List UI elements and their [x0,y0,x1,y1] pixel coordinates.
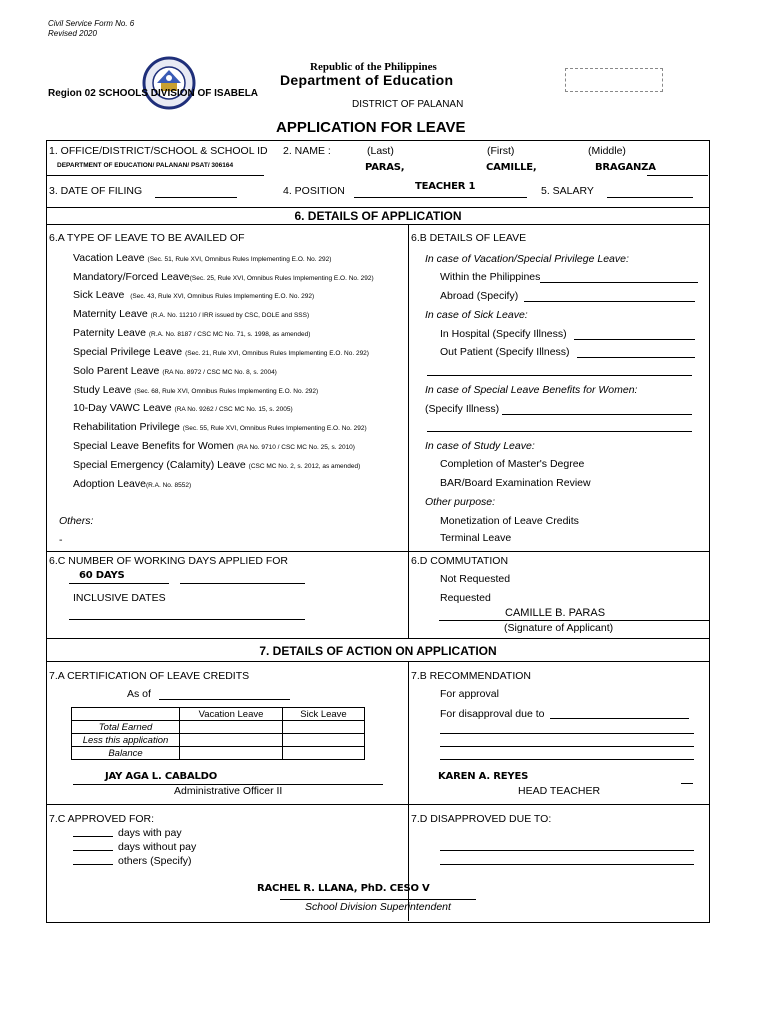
section7b-label: 7.B RECOMMENDATION [411,670,531,682]
date-of-filing-label: 3. DATE OF FILING [49,185,143,197]
office-label: 1. OFFICE/DISTRICT/SCHOOL & SCHOOL ID [49,145,268,157]
terminal-leave-option[interactable]: Terminal Leave [440,532,512,544]
section6a-label: 6.A TYPE OF LEAVE TO BE AVAILED OF [49,232,245,244]
for-approval-option[interactable]: For approval [440,688,499,700]
leave-type-maternity[interactable]: Maternity Leave (R.A. No. 11210 / IRR issued by CSC, DOLE and SSS) [73,308,310,320]
region-line: Region 02 SCHOOLS DIVISION OF ISABELA [48,88,259,99]
for-disapproval-option[interactable]: For disapproval due to [440,708,545,720]
officer-name: JAY AGA L. CABALDO [105,771,218,782]
within-philippines-option[interactable]: Within the Philippines [440,271,541,283]
section7-title: 7. DETAILS OF ACTION ON APPLICATION [259,644,497,658]
abroad-option[interactable]: Abroad (Specify) [440,290,519,302]
out-patient-option[interactable]: Out Patient (Specify Illness) [440,346,570,358]
form-title: APPLICATION FOR LEAVE [276,119,466,136]
form-number: Civil Service Form No. 6 Revised 2020 [48,19,135,38]
leave-type-vacation[interactable]: Vacation Leave (Sec. 51, Rule XVI, Omnibus Rules Implementing E.O. No. 292) [73,252,332,264]
section6c-label: 6.C NUMBER OF WORKING DAYS APPLIED FOR [49,555,289,567]
superintendent-name: RACHEL R. LLANA, PhD. CESO V [257,883,430,894]
sick-heading: In case of Sick Leave: [425,309,528,321]
leave-type-study[interactable]: Study Leave (Sec. 68, Rule XVI, Omnibus Rules Implementing E.O. No. 292) [73,384,319,396]
row-balance: Balance [72,747,180,760]
in-hospital-option[interactable]: In Hospital (Specify Illness) [440,328,567,340]
not-requested-option[interactable]: Not Requested [440,573,511,585]
first-name-label: (First) [487,145,515,157]
section6b-label: 6.B DETAILS OF LEAVE [411,232,527,244]
name-label: 2. NAME : [283,145,331,157]
section7d-label: 7.D DISAPPROVED DUE TO: [411,813,552,825]
inclusive-dates-label: INCLUSIVE DATES [73,592,166,604]
row-less-application: Less this application [72,734,180,747]
leave-type-adoption[interactable]: Adoption Leave(R.A. No. 8552) [73,478,192,490]
republic-line: Republic of the Philippines [310,61,437,73]
position-label: 4. POSITION [283,185,345,197]
leave-type-women-benefits[interactable]: Special Leave Benefits for Women (RA No. 9710 / CSC MC No. 25, s. 2010) [73,440,355,452]
as-of-field[interactable] [159,699,290,700]
last-name-value[interactable]: PARAS, [365,162,405,173]
monetization-option[interactable]: Monetization of Leave Credits [440,515,579,527]
position-field[interactable] [354,197,527,198]
section6-title: 6. DETAILS OF APPLICATION [294,209,462,223]
section7a-label: 7.A CERTIFICATION OF LEAVE CREDITS [49,670,250,682]
bar-review-option[interactable]: BAR/Board Examination Review [440,477,591,489]
vacation-heading: In case of Vacation/Special Privilege Leave: [425,253,629,265]
deped-seal-icon [135,56,203,110]
days-with-pay-label: days with pay [118,827,182,839]
head-teacher-name: KAREN A. REYES [438,771,529,782]
masters-option[interactable]: Completion of Master's Degree [440,458,585,470]
leave-type-special-privilege[interactable]: Special Privilege Leave (Sec. 21, Rule XVI, Omnibus Rules Implementing E.O. No. 292) [73,346,369,358]
last-name-label: (Last) [367,145,394,157]
middle-name-label: (Middle) [588,145,626,157]
leave-type-mandatory[interactable]: Mandatory/Forced Leave(Sec. 25, Rule XVI, Omnibus Rules Implementing E.O. No. 292) [73,271,374,283]
middle-name-value[interactable]: BRAGANZA [595,162,656,173]
section7c-label: 7.C APPROVED FOR: [49,813,155,825]
working-days-value[interactable]: 60 DAYS [79,570,125,581]
others-mark[interactable]: - [59,534,63,546]
officer-title: Administrative Officer II [174,785,283,797]
inclusive-dates-field[interactable] [69,619,305,620]
position-value[interactable]: TEACHER 1 [415,181,476,192]
leave-type-paternity[interactable]: Paternity Leave (R.A. No. 8187 / CSC MC No. 71, s. 1998, as amended) [73,327,311,339]
study-heading: In case of Study Leave: [425,440,535,452]
requested-option[interactable]: Requested [440,592,491,604]
others-specify-label: others (Specify) [118,855,192,867]
first-name-value[interactable]: CAMILLE, [486,162,537,173]
office-value[interactable]: DEPARTMENT OF EDUCATION/ PALANAN/ PSAT/ 306164 [57,162,234,169]
leave-type-sick[interactable]: Sick Leave (Sec. 43, Rule XVI, Omnibus Rules Implementing E.O. No. 292) [73,289,315,301]
applicant-name: CAMILLE B. PARAS [505,607,606,619]
salary-field[interactable] [607,197,693,198]
section6d-label: 6.D COMMUTATION [411,555,509,567]
superintendent-title: School Division Superintendent [305,901,451,913]
salary-label: 5. SALARY [541,185,594,197]
as-of-label: As of [127,688,151,700]
head-teacher-title: HEAD TEACHER [518,785,601,797]
date-of-filing-field[interactable] [155,197,237,198]
department-name: Department of Education [280,72,454,88]
leave-form [46,140,710,923]
days-without-pay-label: days without pay [118,841,197,853]
leave-credits-table: Vacation Leave Sick Leave Total Earned Less this application Balance [71,707,365,760]
leave-type-calamity[interactable]: Special Emergency (Calamity) Leave (CSC MC No. 2, s. 2012, as amended) [73,459,361,471]
other-purpose-heading: Other purpose: [425,496,496,508]
leave-type-vawc[interactable]: 10-Day VAWC Leave (RA No. 9262 / CSC MC No. 15, s. 2005) [73,402,293,414]
signature-caption: (Signature of Applicant) [504,622,614,634]
specify-illness-option[interactable]: (Specify Illness) [425,403,500,415]
women-heading: In case of Special Leave Benefits for Women: [425,384,638,396]
row-total-earned: Total Earned [72,721,180,734]
leave-type-solo-parent[interactable]: Solo Parent Leave (RA No. 8972 / CSC MC No. 8, s. 2004) [73,365,277,377]
district-name: DISTRICT OF PALANAN [352,99,464,110]
receiving-stamp-box [565,68,663,92]
others-label: Others: [59,515,94,527]
leave-type-rehabilitation[interactable]: Rehabilitation Privilege (Sec. 55, Rule XVI, Omnibus Rules Implementing E.O. No. 292) [73,421,367,433]
